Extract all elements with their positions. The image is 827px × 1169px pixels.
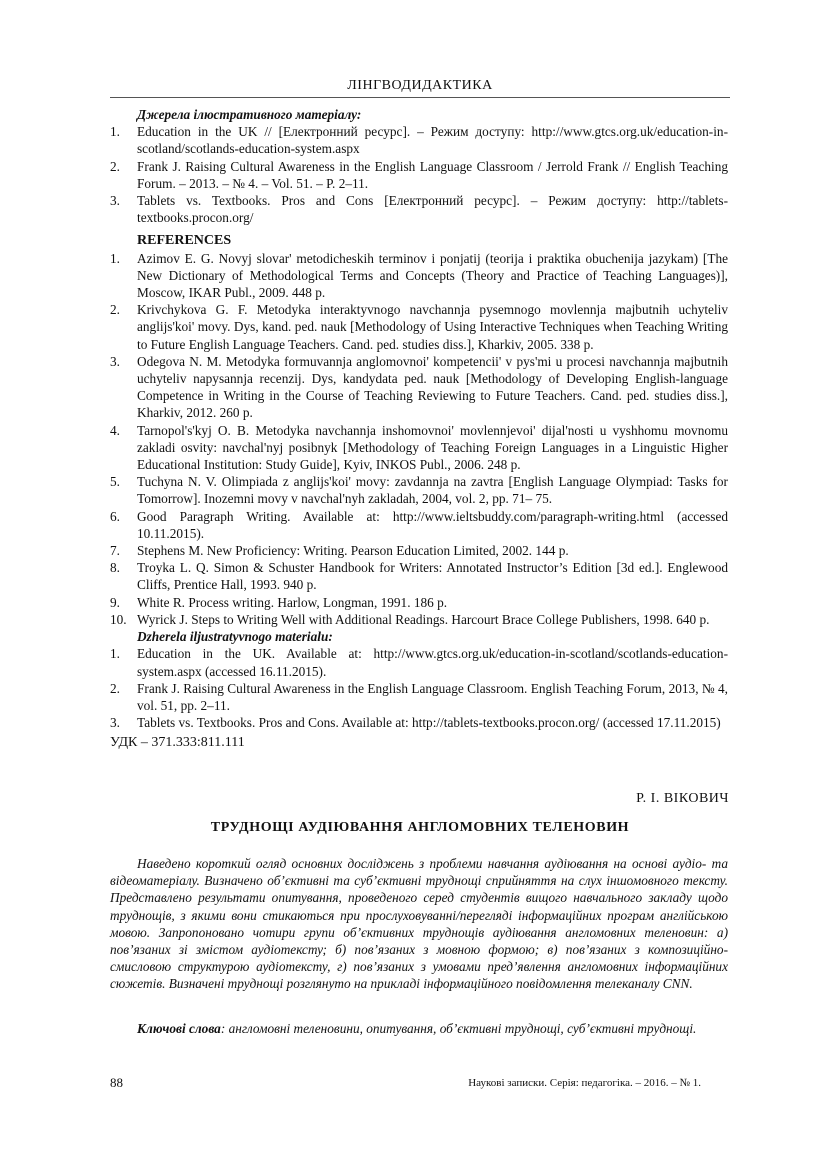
sources-heading: Джерела ілюстративного матеріалу: [137, 107, 362, 122]
page-number: 88 [110, 1075, 123, 1090]
journal-footer: Наукові записки. Серія: педагогіка. – 2016. – № 1. [468, 1077, 701, 1089]
list-item [110, 611, 728, 628]
item-text: Tablets vs. Textbooks. Pros and Cons. Available at: http://tablets-textbooks.procon.org/ (accessed 17.11.2015) [137, 715, 721, 731]
item-number: 7. [110, 543, 120, 559]
item-text: Troyka L. Q. Simon & Schuster Handbook for Writers: Annotated Instructor’s Edition [3d ed.]. Englewood Cliffs, Prentice Hall, 1993. 940 p. [137, 560, 728, 593]
list-item [110, 422, 728, 474]
article-author: Р. І. ВІКОВИЧ [636, 791, 729, 806]
item-number: 2. [110, 158, 120, 174]
references-list [110, 250, 728, 628]
item-number: 8. [110, 560, 120, 576]
running-head: ЛІНГВОДИДАКТИКА [347, 78, 493, 93]
item-number: 5. [110, 474, 120, 490]
item-text: Tarnopol's'kyj O. B. Metodyka navchannja inshomovnoi' movlennjevoi' dijal'nosti u vyshhomu movnomu zakladi osvity: navchal'nyj posibnyk [Methodology of Teaching Foreign Languages in a Linguistic Higher Educational Institution: Study Guide], Kyiv, INKOS Publ., 2006. 248 p. [137, 422, 728, 473]
list-item [110, 594, 728, 611]
list-item [110, 559, 728, 593]
references-block [110, 106, 728, 731]
list-item [110, 714, 728, 731]
item-number: 10. [110, 611, 127, 627]
article-keywords [110, 1020, 728, 1037]
list-item [110, 123, 728, 157]
item-text: Good Paragraph Writing. Available at: http://www.ieltsbuddy.com/paragraph-writing.html (accessed 10.11.2015). [137, 508, 728, 541]
item-text: Frank J. Raising Cultural Awareness in the English Language Classroom. English Teaching Forum, 2013, № 4, vol. 51, pp. 2–11. [137, 680, 728, 713]
udk-code: УДК – 371.333:811.111 [110, 735, 245, 750]
sources-list [110, 123, 728, 226]
item-number: 3. [110, 353, 120, 369]
keywords-text: : англомовні теленовини, опитування, об’єктивні труднощі, суб’єктивні труднощі. [220, 1021, 697, 1036]
item-text: Odegova N. M. Metodyka formuvannja anglomovnoi' kompetencii' v pys'mi u procesi navchannja majbutnih uchyteliv napysannja recenzij. Dys, kandydata ped. nauk [Methodology of Developing English-language Competence in Writing in the Course of Teaching Reviewing to Future Teachers. Cand. ped. studies diss.], Kharkiv, 2012. 260 p. [137, 353, 728, 421]
list-item [110, 542, 728, 559]
list-item [110, 301, 728, 353]
item-text: White R. Process writing. Harlow, Longman, 1991. 186 p. [137, 594, 448, 610]
list-item [110, 680, 728, 714]
item-number: 3. [110, 715, 120, 731]
header-rule [110, 97, 730, 98]
item-text: Tuchyna N. V. Olimpiada z anglijs'koi' movy: zavdannja na zavtra [English Language Olympiad: Tasks for Tomorrow]. Inozemni movy v navchal'nyh zakladah, 2004, vol. 2, pp. 71– 75. [137, 474, 728, 507]
item-text: Education in the UK // [Електронний ресурс]. – Режим доступу: http://www.gtcs.org.uk/education-in-scotland/scotlands-education-system.aspx [137, 124, 728, 157]
item-text: Krivchykova G. F. Metodyka interaktyvnogo navchannja pysemnogo movlennja majbutnih uchyteliv anglijs'koi' movy. Dys, kand. ped. nauk [Methodology of Using Interactive Techniques when Teaching Writing to Future English Language Teachers. Cand. ped. studies diss.], Kharkiv, 2005. 338 p. [137, 302, 728, 352]
list-item [110, 473, 728, 507]
sources-translit-heading: Dzherela iljustratyvnogo materialu: [137, 629, 333, 645]
list-item [110, 192, 728, 226]
item-number: 1. [110, 124, 120, 140]
keywords-label: Ключові слова [137, 1021, 221, 1036]
item-text: Wyrick J. Steps to Writing Well with Additional Readings. Harcourt Brace College Publishers, 1998. 640 p. [137, 611, 710, 627]
item-number: 1. [110, 646, 120, 662]
article-title: ТРУДНОЩІ АУДІЮВАННЯ АНГЛОМОВНИХ ТЕЛЕНОВИН [210, 820, 630, 835]
item-text: Education in the UK. Available at: http://www.gtcs.org.uk/education-in-scotland/scotlands-education-system.aspx (accessed 16.11.2015). [137, 646, 728, 679]
item-text: Tablets vs. Textbooks. Pros and Cons [Електронний ресурс]. – Режим доступу: http://tablets-textbooks.procon.org/ [137, 193, 728, 226]
list-item [110, 250, 728, 302]
item-number: 3. [110, 193, 120, 209]
list-item [110, 645, 728, 679]
item-text: Azimov E. G. Novyj slovar' metodicheskih terminov i ponjatij (teorija i praktika obuchenija jazykam) [The New Dictionary of Methodological Terms and Concepts (Theory and Practice of Teaching Languages)], Moscow, IKAR Publ., 2009. 448 p. [137, 250, 728, 301]
references-heading: REFERENCES [137, 233, 232, 249]
list-item [110, 353, 728, 422]
item-text: Frank J. Raising Cultural Awareness in the English Language Classroom / Jerrold Frank // English Teaching Forum. – 2013. – № 4. – Vol. 51. – P. 2–11. [137, 158, 728, 191]
sources-translit-list [110, 645, 728, 731]
article-abstract: Наведено короткий огляд основних досліджень з проблеми навчання аудіювання на основі аудіо- та відеоматеріалу. Визначено об’єктивні та суб’єктивні труднощі сприйняття на слух іншомовного тексту. Представлено результати опитування, проведеного серед студентів вищого навчального закладу щодо труднощів, з якими вони стикаються при прослуховуванні/перегляді інформаційних програм англійською мовою. Запропоновано чотири групи об’єктивних труднощів аудіювання англомовних теленовин: а) пов’язаних зі змістом аудіотексту; б) пов’язаних з мовною формою; в) пов’язаних з композиційно-смисловою структурою аудіотексту, г) пов’язаних з умовами пред’явлення англомовних інформаційних сюжетів. Визначені труднощі розглянуто на прикладі інформаційного повідомлення телеканалу CNN. [110, 856, 728, 992]
item-number: 2. [110, 302, 120, 318]
item-number: 1. [110, 250, 120, 266]
item-number: 6. [110, 508, 120, 524]
item-number: 9. [110, 594, 120, 610]
item-number: 4. [110, 422, 120, 438]
item-number: 2. [110, 680, 120, 696]
list-item [110, 508, 728, 542]
list-item [110, 158, 728, 192]
item-text: Stephens M. New Proficiency: Writing. Pearson Education Limited, 2002. 144 p. [137, 543, 569, 559]
